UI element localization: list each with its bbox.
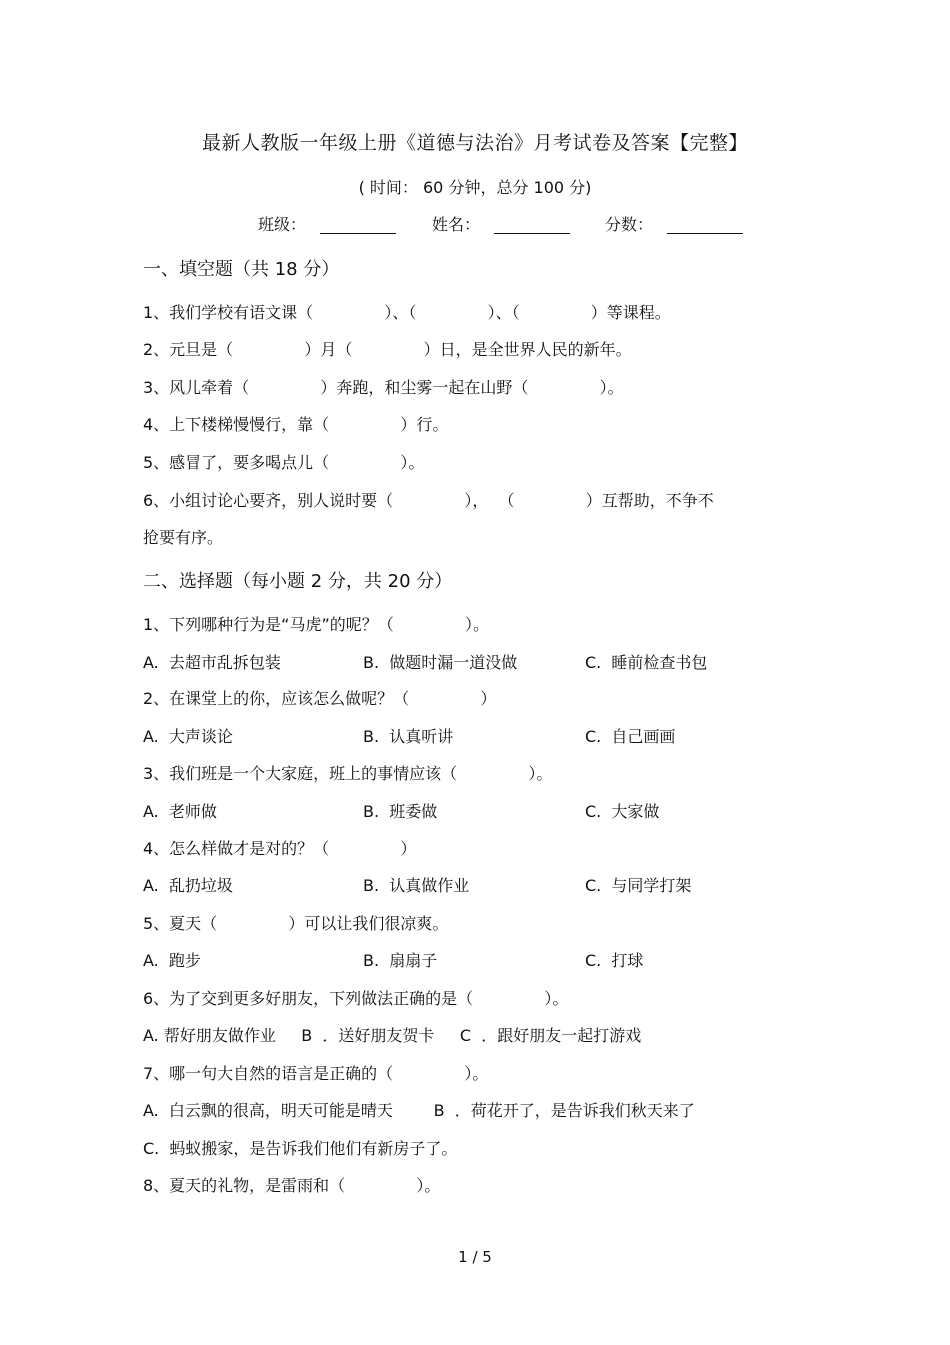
fill-question-2: 2、元旦是（ ）月（ ）日，是全世界人民的新年。 (143, 340, 632, 359)
score-label: 分数： (605, 215, 654, 234)
fill-question-4: 4、上下楼梯慢慢行，靠（ ）行。 (143, 415, 449, 434)
q1-option-a: A. 去超市乱拆包装 (143, 653, 281, 672)
page-number: 1 / 5 (458, 1248, 492, 1266)
choice-question-4: 4、怎么样做才是对的？（ ） (143, 839, 417, 858)
q1-option-c: C. 睡前检查书包 (585, 653, 708, 672)
q3-option-a: A. 老师做 (143, 802, 217, 821)
name-blank[interactable] (494, 215, 570, 234)
section-2-heading: 二、选择题（每小题 2 分，共 20 分） (143, 571, 453, 592)
score-blank[interactable] (667, 215, 743, 234)
class-label: 班级： (258, 215, 307, 234)
choice-question-6: 6、为了交到更多好朋友，下列做法正确的是（ ）。 (143, 989, 569, 1008)
q6-options: A. 帮好朋友做作业 B ．送好朋友贺卡 C ．跟好朋友一起打游戏 (143, 1026, 642, 1045)
choice-question-1: 1、下列哪种行为是“马虎”的呢？（ ）。 (143, 615, 489, 634)
choice-question-7: 7、哪一句大自然的语言是正确的（ ）。 (143, 1064, 489, 1083)
fill-question-6-continued: 抢要有序。 (143, 528, 224, 547)
choice-question-3: 3、我们班是一个大家庭，班上的事情应该（ ）。 (143, 764, 553, 783)
q2-option-b: B. 认真听讲 (363, 727, 454, 746)
name-label: 姓名： (432, 215, 481, 234)
class-field (258, 212, 396, 235)
name-field (432, 212, 570, 235)
q5-option-a: A. 跑步 (143, 951, 201, 970)
score-field (605, 212, 743, 235)
choice-question-8: 8、夏天的礼物，是雷雨和（ ）。 (143, 1176, 441, 1195)
page-title: 最新人教版一年级上册《道德与法治》月考试卷及答案【完整】 (201, 132, 748, 154)
fill-question-6: 6、小组讨论心要齐，别人说时要（ ）， （ ）互帮助，不争不 (143, 491, 714, 510)
q3-option-b: B. 班委做 (363, 802, 438, 821)
fill-question-5: 5、感冒了，要多喝点儿（ ）。 (143, 453, 425, 472)
fill-question-3: 3、风儿牵着（ ）奔跑，和尘雾一起在山野（ ）。 (143, 378, 624, 397)
q4-option-b: B. 认真做作业 (363, 876, 470, 895)
fill-question-1: 1、我们学校有语文课（ ）、（ ）、（ ）等课程。 (143, 303, 671, 322)
q7-option-c: C. 蚂蚁搬家，是告诉我们他们有新房子了。 (143, 1139, 458, 1158)
q7-options-ab: A. 白云飘的很高，明天可能是晴天 B ．荷花开了，是告诉我们秋天来了 (143, 1101, 695, 1120)
choice-question-2: 2、在课堂上的你，应该怎么做呢？（ ） (143, 689, 497, 708)
q4-option-c: C. 与同学打架 (585, 876, 692, 895)
class-blank[interactable] (320, 215, 396, 234)
section-1-heading: 一、填空题（共 18 分） (143, 259, 340, 280)
q1-option-b: B. 做题时漏一道没做 (363, 653, 518, 672)
q4-option-a: A. 乱扔垃圾 (143, 876, 233, 895)
q5-option-c: C. 打球 (585, 951, 644, 970)
q2-option-c: C. 自己画画 (585, 727, 676, 746)
q2-option-a: A. 大声谈论 (143, 727, 233, 746)
q5-option-b: B. 扇扇子 (363, 951, 438, 970)
exam-subtitle: ( 时间： 60 分钟，总分 100 分) (358, 178, 592, 197)
q3-option-c: C. 大家做 (585, 802, 660, 821)
choice-question-5: 5、夏天（ ）可以让我们很凉爽。 (143, 914, 449, 933)
